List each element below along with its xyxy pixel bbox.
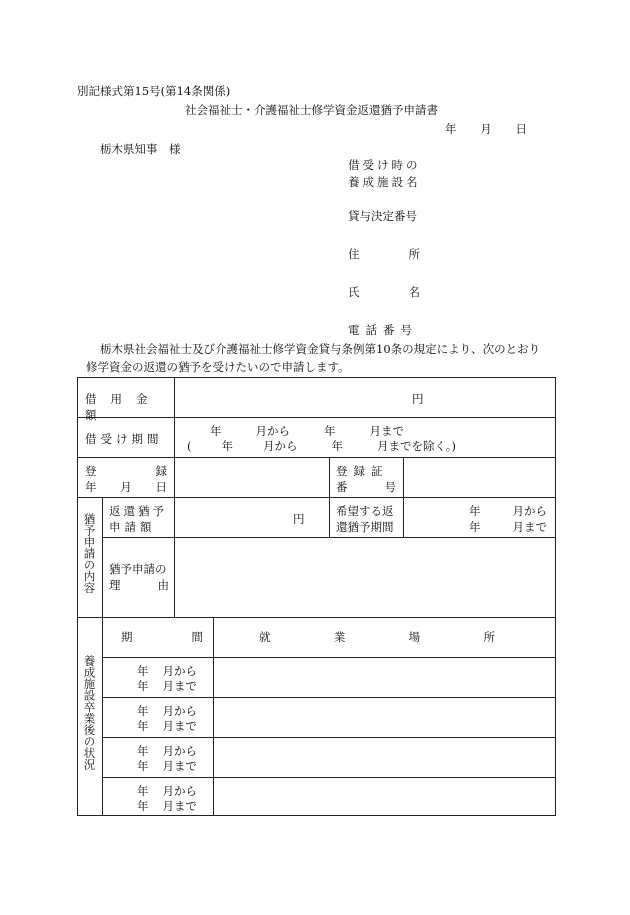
- deferral-amount-yen: 円: [293, 512, 305, 526]
- er3-month-to: 月まで: [162, 759, 197, 773]
- employment-row-3-from: [137, 743, 197, 759]
- er2-year-2: 年: [137, 719, 149, 733]
- registration-cert-label-1: 登録証: [336, 464, 389, 478]
- lp-month-from: 月から: [255, 424, 290, 438]
- address-label-2: 所: [408, 247, 420, 261]
- workplace-header-3: 場: [408, 630, 421, 644]
- workplace-header: [259, 629, 495, 645]
- er1-month-to: 月まで: [162, 679, 197, 693]
- er2-month-from: 月から: [162, 704, 197, 718]
- employment-row-3-to: [137, 758, 197, 774]
- loan-amount-label: [85, 391, 167, 423]
- reg-label-a: 登: [85, 464, 97, 478]
- name-label: [348, 285, 420, 301]
- workplace-header-1: 就: [259, 630, 271, 644]
- reason-label-1: 猶予申請の: [109, 562, 167, 576]
- facility-label-2: 養成施設名: [348, 175, 421, 189]
- body-text-line-1: 栃木県社会福祉士及び介護福祉士修学資金貸与条例第10条の規定により、次のとおり: [100, 342, 541, 356]
- reg-month: 月: [120, 480, 132, 494]
- lp-year-2: 年: [324, 424, 336, 438]
- employment-row-1-to: [137, 678, 197, 694]
- address-label-1: 住: [348, 247, 360, 261]
- er3-year-1: 年: [137, 744, 149, 758]
- deferral-amount-label-2: 申請額: [109, 520, 156, 534]
- workplace-header-2: 業: [333, 630, 346, 644]
- loan-period-line-2: [187, 438, 456, 454]
- lp-exclude-to: 月までを除く。): [377, 439, 457, 453]
- registration-date-label-2: [85, 479, 167, 495]
- employment-row-2-to: [137, 718, 197, 734]
- registration-cert-label-2: [336, 479, 396, 495]
- after-graduation-section-label: 養成施設卒業後の状況: [82, 655, 97, 770]
- facility-label-1: 借受け時の: [348, 158, 421, 172]
- loan-amount-text: 借用金額: [85, 392, 162, 422]
- er2-year-1: 年: [137, 704, 149, 718]
- loan-period-label: 借受け期間: [85, 432, 163, 446]
- page-title: 社会福祉士・介護福祉士修学資金返還猶予申請書: [185, 103, 438, 117]
- employment-row-4-to: [137, 798, 197, 814]
- registration-date-label-1: [85, 463, 167, 479]
- loan-amount-yen: 円: [412, 392, 424, 406]
- dp-month-from: 月から: [512, 504, 547, 518]
- dp-year-1: 年: [469, 504, 481, 518]
- addressee: 栃木県知事 様: [100, 142, 181, 156]
- er1-year-1: 年: [137, 664, 149, 678]
- lp-month-to: 月まで: [369, 424, 404, 438]
- reg-day: 日: [155, 480, 167, 494]
- reg-year: 年: [85, 480, 97, 494]
- dp-month-to: 月まで: [512, 520, 547, 534]
- phone-label: 電話番号: [348, 323, 418, 337]
- date-month-label: 月: [480, 122, 492, 136]
- er4-month-to: 月まで: [162, 799, 197, 813]
- workplace-header-4: 所: [483, 630, 495, 644]
- reason-b: 由: [157, 578, 169, 592]
- er4-month-from: 月から: [162, 784, 197, 798]
- form-number: 別記様式第15号(第14条関係): [77, 84, 231, 98]
- name-label-1: 氏: [348, 285, 360, 299]
- lp-month-from-2: 月から: [263, 439, 298, 453]
- lp-exclude-open: (: [187, 439, 192, 453]
- employment-row-2-from: [137, 703, 197, 719]
- er4-year-2: 年: [137, 799, 149, 813]
- desired-period-from: [469, 503, 547, 519]
- desired-period-to: [469, 519, 547, 535]
- reg-cert-b: 号: [384, 480, 396, 494]
- reason-a: 理: [109, 578, 121, 592]
- employment-row-1-from: [137, 663, 197, 679]
- dp-year-2: 年: [469, 520, 481, 534]
- decision-number-label: 貸与決定番号: [348, 209, 417, 223]
- reason-label-2: [109, 577, 169, 593]
- reg-cert-a: 番: [336, 480, 348, 494]
- lp-year-4: 年: [331, 439, 343, 453]
- er3-year-2: 年: [137, 759, 149, 773]
- lp-year-1: 年: [210, 424, 222, 438]
- date-day-label: 日: [515, 122, 527, 136]
- loan-period-line-1: [210, 423, 404, 439]
- address-label: [348, 247, 420, 263]
- date-year-label: 年: [445, 122, 457, 136]
- desired-period-label-2: 還猶予期間: [336, 520, 394, 534]
- period-header-b: 間: [191, 630, 203, 644]
- lp-year-3: 年: [221, 439, 233, 453]
- deferral-section-label: 猶予申請の内容: [82, 513, 97, 594]
- er1-year-2: 年: [137, 679, 149, 693]
- period-header: [121, 629, 203, 645]
- period-header-a: 期: [121, 630, 133, 644]
- name-label-2: 名: [408, 285, 420, 299]
- date-line: [445, 122, 527, 138]
- reg-label-b: 録: [155, 464, 167, 478]
- er4-year-1: 年: [137, 784, 149, 798]
- er2-month-to: 月まで: [162, 719, 197, 733]
- application-table: [77, 377, 556, 816]
- desired-period-label-1: 希望する返: [336, 504, 394, 518]
- deferral-amount-label-1: 返還猶予: [109, 504, 167, 518]
- er3-month-from: 月から: [162, 744, 197, 758]
- employment-row-4-from: [137, 783, 197, 799]
- er1-month-from: 月から: [162, 664, 197, 678]
- body-text-line-2: 修学資金の返還の猶予を受けたいので申請します。: [86, 360, 350, 374]
